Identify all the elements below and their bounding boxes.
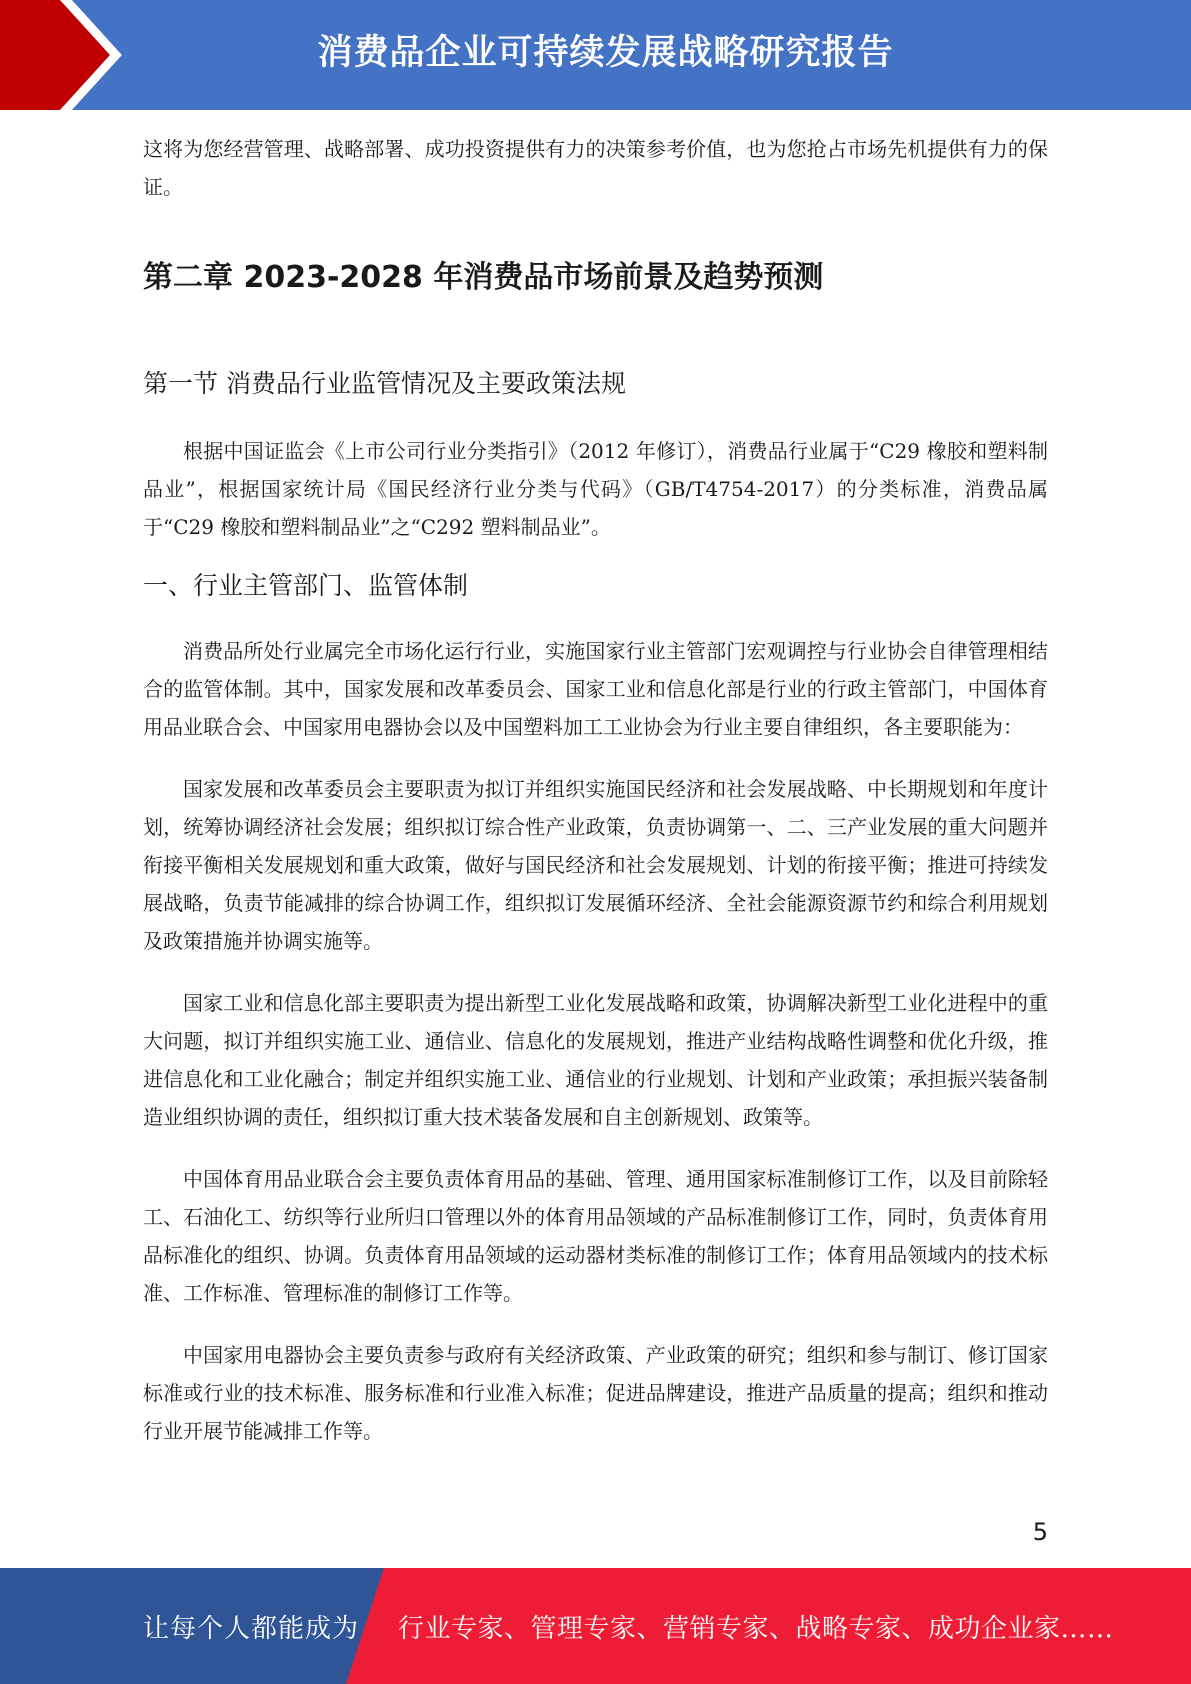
document-body [143, 130, 1048, 1450]
report-header [0, 0, 1191, 110]
footer-slogan-left: 让每个人都能成为 [143, 1614, 360, 1644]
chapter-title: 第二章 2023-2028 年消费品市场前景及趋势预测 [143, 260, 824, 295]
page-number: 5 [1032, 1518, 1048, 1546]
report-footer [0, 1568, 1191, 1684]
body-paragraph: 中国家用电器协会主要负责参与政府有关经济政策、产业政策的研究；组织和参与制订、修订国家标准或行业的技术标准、服务标准和行业准入标准；促进品牌建设，推进产品质量的提高；组织和推动行业开展节能减排工作等。 [143, 1343, 1048, 1443]
subsection-title: 一、行业主管部门、监管体制 [143, 571, 469, 600]
body-paragraph: 消费品所处行业属完全市场化运行行业，实施国家行业主管部门宏观调控与行业协会自律管理相结合的监管体制。其中，国家发展和改革委员会、国家工业和信息化部是行业的行政主管部门，中国体育用品业联合会、中国家用电器协会以及中国塑料加工工业协会为行业主要自律组织，各主要职能为： [143, 639, 1048, 739]
section-intro-paragraph: 根据中国证监会《上市公司行业分类指引》（2012 年修订），消费品行业属于“C29 橡胶和塑料制品业”，根据国家统计局《国民经济行业分类与代码》（GB/T4754-2017）的分类标准，消费品属于“C29 橡胶和塑料制品业”之“C292 塑料制品业”。 [143, 439, 1048, 539]
body-paragraph: 国家工业和信息化部主要职责为提出新型工业化发展战略和政策，协调解决新型工业化进程中的重大问题，拟订并组织实施工业、通信业、信息化的发展规划，推进产业结构战略性调整和优化升级，推进信息化和工业化融合；制定并组织实施工业、通信业的行业规划、计划和产业政策；承担振兴装备制造业组织协调的责任，组织拟订重大技术装备发展和自主创新规划、政策等。 [143, 991, 1048, 1129]
report-title: 消费品企业可持续发展战略研究报告 [317, 33, 894, 73]
intro-paragraph: 这将为您经营管理、战略部署、成功投资提供有力的决策参考价值，也为您抢占市场先机提供有力的保证。 [143, 137, 1048, 199]
footer-slogan-right: 行业专家、管理专家、营销专家、战略专家、成功企业家…… [398, 1614, 1114, 1644]
body-paragraph: 中国体育用品业联合会主要负责体育用品的基础、管理、通用国家标准制修订工作，以及目前除轻工、石油化工、纺织等行业所归口管理以外的体育用品领域的产品标准制修订工作，同时，负责体育用品标准化的组织、协调。负责体育用品领域的运动器材类标准的制修订工作；体育用品领域内的技术标准、工作标准、管理标准的制修订工作等。 [143, 1167, 1048, 1305]
body-paragraph: 国家发展和改革委员会主要职责为拟订并组织实施国民经济和社会发展战略、中长期规划和年度计划，统筹协调经济社会发展；组织拟订综合性产业政策，负责协调第一、二、三产业发展的重大问题并衔接平衡相关发展规划和重大政策，做好与国民经济和社会发展规划、计划的衔接平衡；推进可持续发展战略，负责节能减排的综合协调工作，组织拟订发展循环经济、全社会能源资源节约和综合利用规划及政策措施并协调实施等。 [143, 777, 1048, 953]
section-title: 第一节 消费品行业监管情况及主要政策法规 [143, 369, 626, 398]
